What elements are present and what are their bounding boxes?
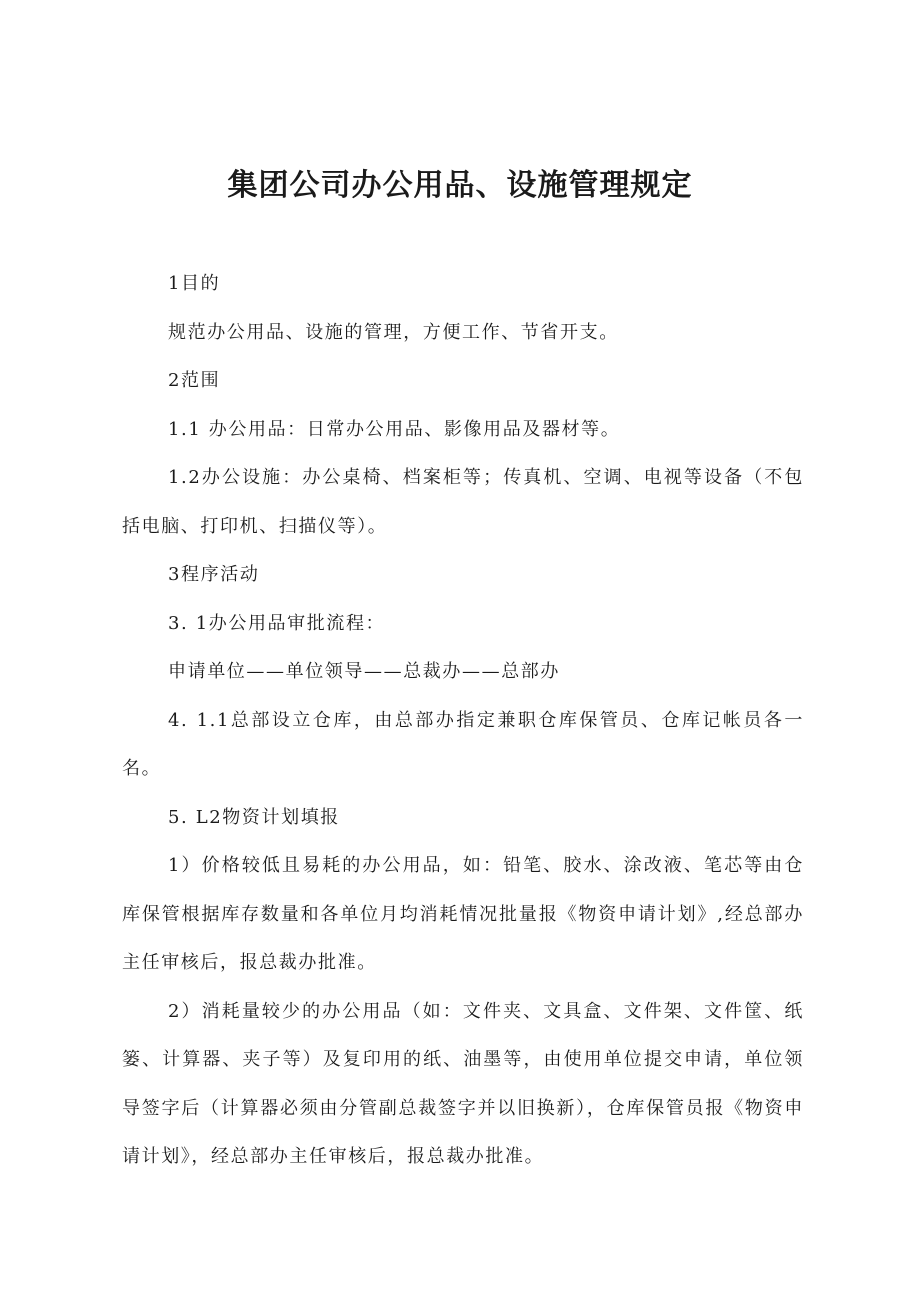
paragraph-plan-item-2: 2）消耗量较少的办公用品（如：文件夹、文具盒、文件架、文件筐、纸篓、计算器、夹子等）及复印用的纸、油墨等，由使用单位提交申请，单位领导签字后（计算器必须由分管副总裁签字并以旧换新），仓库保管员报《物资申请计划》，经总部办主任审核后，报总裁办批准。 — [122, 1000, 804, 1167]
paragraph-purpose: 规范办公用品、设施的管理，方便工作、节省开支。 — [168, 321, 619, 343]
section-heading-scope: 2范围 — [168, 370, 221, 391]
paragraph-warehouse: 4. 1.1总部设立仓库，由总部办指定兼职仓库保管员、仓库记帐员各一名。 — [122, 709, 804, 779]
paragraph-approval-flow: 申请单位——单位领导——总裁办——总部办 — [168, 661, 560, 682]
paragraph-scope-1-1: 1.1 办公用品：日常办公用品、影像用品及器材等。 — [168, 418, 621, 440]
section-heading-procedure: 3程序活动 — [168, 564, 260, 585]
paragraph-approval-process: 3. 1办公用品审批流程： — [168, 612, 386, 634]
document-body — [122, 260, 804, 1182]
paragraph-scope-1-2: 1.2办公设施：办公桌椅、档案柜等；传真机、空调、电视等设备（不包括电脑、打印机、扫描仪等）。 — [122, 467, 804, 537]
paragraph-plan-item-1: 1）价格较低且易耗的办公用品，如：铅笔、胶水、涂改液、笔芯等由仓库保管根据库存数量和各单位月均消耗情况批量报《物资申请计划》,经总部办主任审核后，报总裁办批准。 — [122, 855, 804, 973]
section-heading-purpose: 1目的 — [168, 273, 221, 294]
paragraph-plan-heading: 5. L2物资计划填报 — [168, 806, 340, 828]
document-title: 集团公司办公用品、设施管理规定 — [227, 168, 693, 203]
